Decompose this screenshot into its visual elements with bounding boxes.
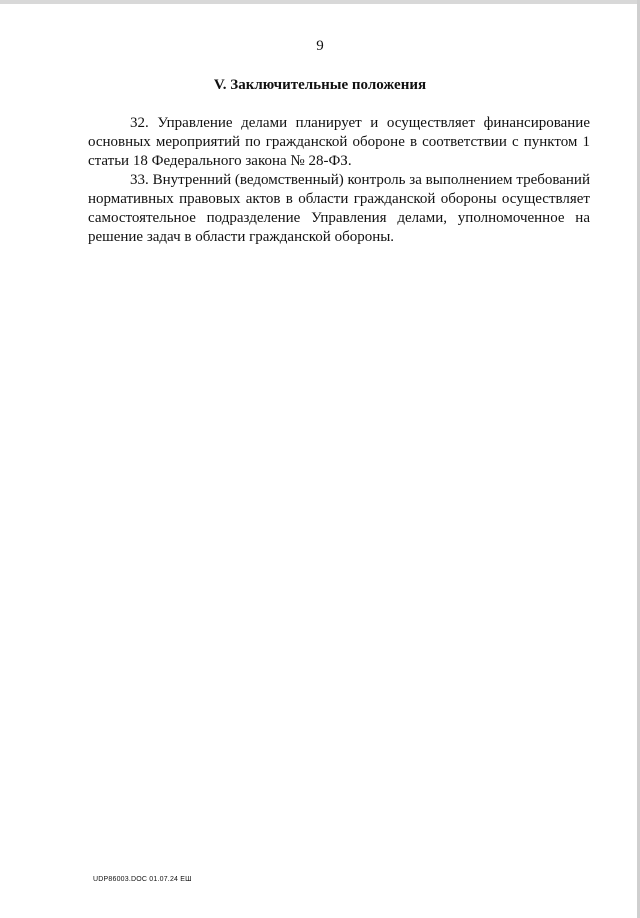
- section-heading: V. Заключительные положения: [213, 77, 427, 93]
- page-number: 9: [316, 38, 324, 54]
- footer-doc-code: UDP86003.DOC 01.07.24 ЕШ: [93, 876, 192, 883]
- page-top-edge: [0, 0, 640, 4]
- paragraph-32: 32. Управление делами планирует и осуществляет финансирование основных мероприятий по гражданской обороне в соответствии с пунктом 1 статьи 18 Федерального закона № 28-ФЗ.: [88, 115, 590, 169]
- body-text: [88, 114, 590, 247]
- paragraph-33: 33. Внутренний (ведомственный) контроль за выполнением требований нормативных правовых актов в области гражданской обороны осуществляет самостоятельное подразделение Управления делами, уполномоченное на решение задач в области гражданской обороны.: [88, 172, 590, 245]
